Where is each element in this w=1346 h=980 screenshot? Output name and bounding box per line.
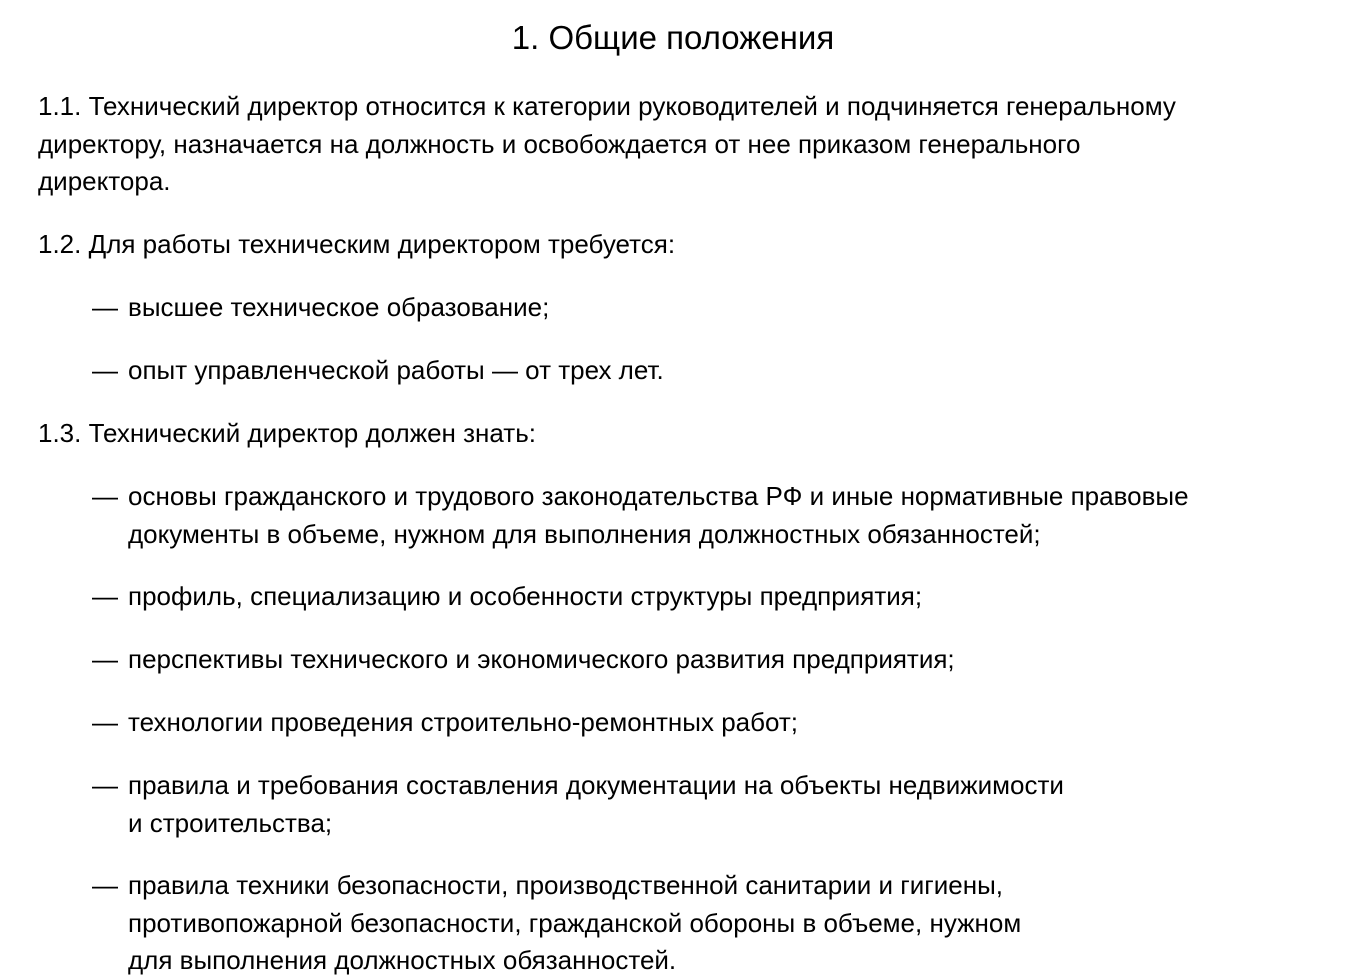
list-item-text: противопожарной безопасности, гражданской обороны в объеме, нужном — [128, 907, 1022, 938]
list-item-text: основы гражданского и трудового законодательства РФ и иные нормативные правовые — [128, 481, 1189, 511]
list-item-text: правила техники безопасности, производственной санитарии и гигиены, — [128, 870, 1003, 900]
list-item-text: и строительства; — [128, 807, 333, 838]
list-item — [92, 352, 1302, 390]
list-item — [92, 289, 1302, 327]
section-title: 1. Общие положения — [511, 19, 835, 56]
list-item-text: для выполнения должностных обязанностей. — [128, 945, 677, 975]
list-item-text: документы в объеме, нужном для выполнения должностных обязанностей; — [128, 518, 1041, 549]
clause-1-1-line-3: директора. — [38, 166, 171, 196]
dash-marker: — — [92, 481, 118, 511]
clause-1-1-line-2: директору, назначается на должность и освобождается от нее приказом генерального — [38, 128, 1081, 159]
list-item-text: профиль, специализацию и особенности структуры предприятия; — [128, 581, 923, 611]
list-item-text: высшее техническое образование; — [128, 292, 550, 322]
list-item — [92, 767, 1302, 842]
list-item — [92, 641, 1302, 679]
list-item — [92, 704, 1302, 742]
clause-1-1 — [38, 88, 1308, 201]
dash-marker: — — [92, 707, 118, 737]
list-item-text: перспективы технического и экономического развития предприятия; — [128, 644, 955, 674]
list-item — [92, 578, 1302, 616]
dash-marker: — — [92, 644, 118, 674]
clause-1-1-line-1: 1.1. Технический директор относится к категории руководителей и подчиняется генеральному — [38, 91, 1176, 121]
list-item-text: правила и требования составления документации на объекты недвижимости — [128, 770, 1064, 800]
dash-marker: — — [92, 870, 118, 900]
clause-1-3: 1.3. Технический директор должен знать: — [38, 418, 536, 448]
dash-marker: — — [92, 770, 118, 800]
list-item-text: технологии проведения строительно-ремонтных работ; — [128, 707, 799, 737]
list-item-text: опыт управленческой работы — от трех лет. — [128, 355, 664, 385]
list-item — [92, 867, 1302, 980]
clause-1-2: 1.2. Для работы техническим директором требуется: — [38, 229, 676, 259]
list-item — [92, 478, 1302, 553]
dash-marker: — — [92, 581, 118, 611]
dash-marker: — — [92, 292, 118, 322]
dash-marker: — — [92, 355, 118, 385]
